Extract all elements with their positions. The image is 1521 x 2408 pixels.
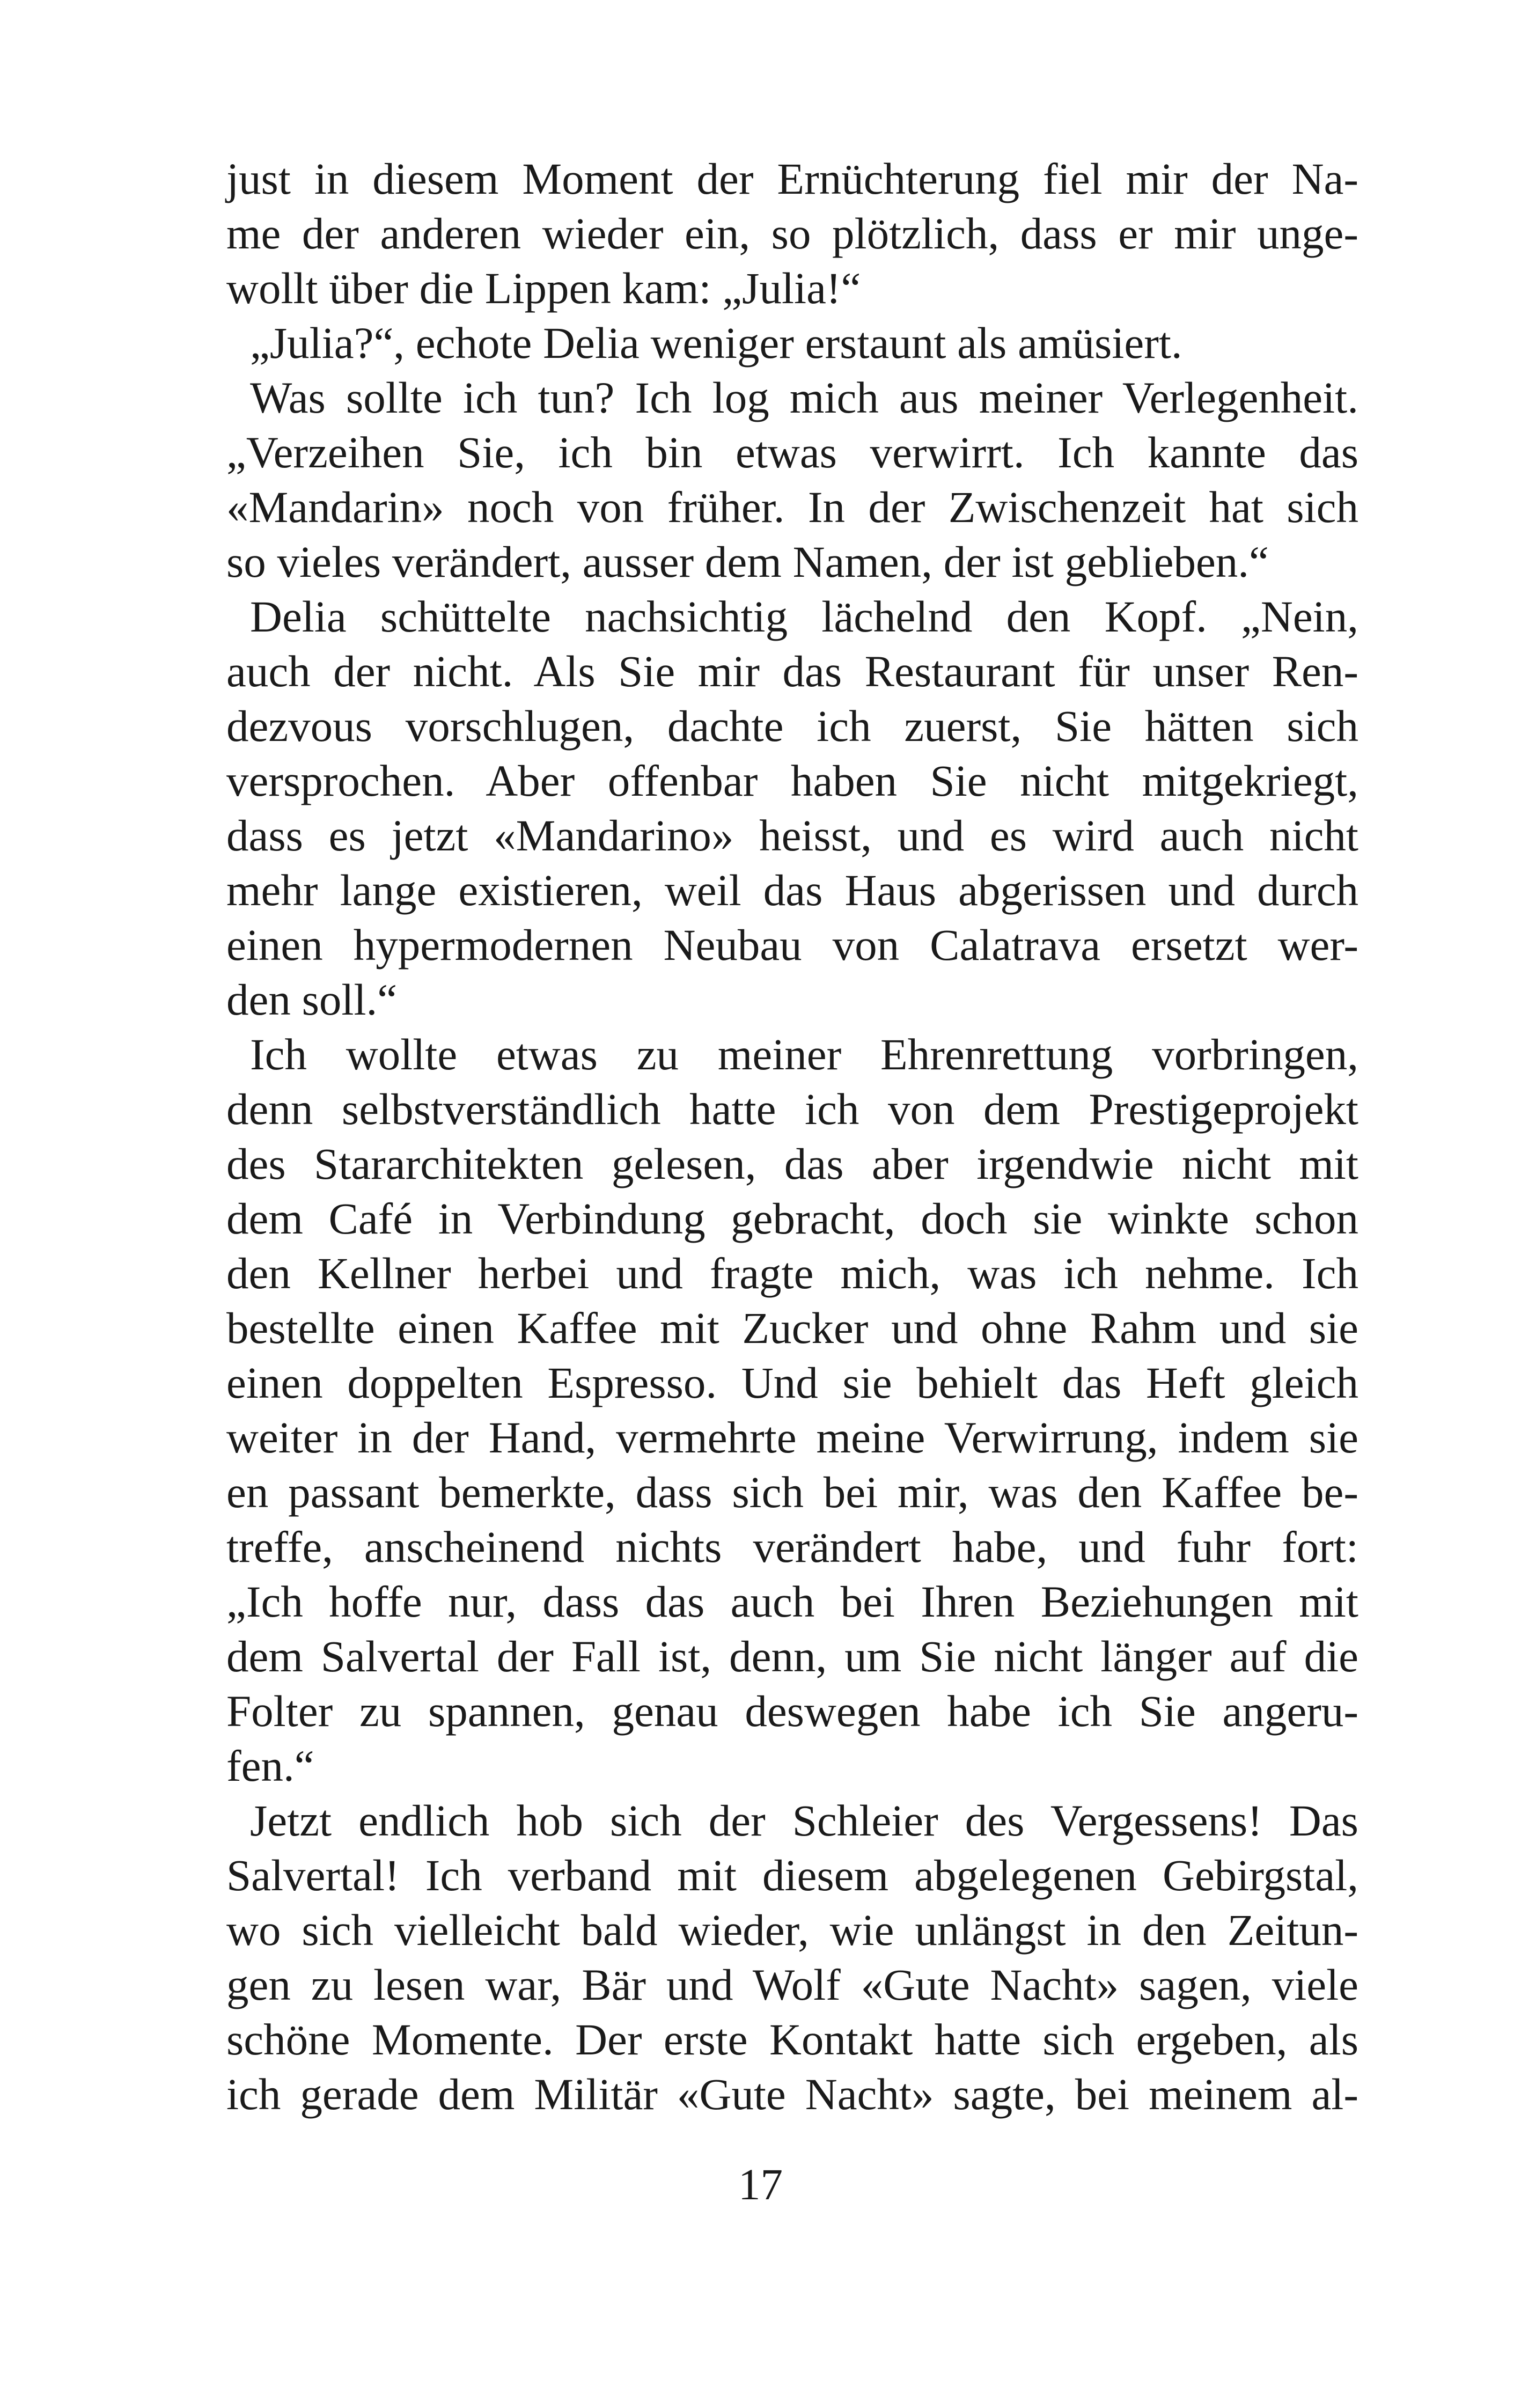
text-line: me der anderen wieder ein, so plötzlich, dass er mir unge- [226, 209, 1358, 258]
text-line: Ich wollte etwas zu meiner Ehrenrettung vorbringen, [250, 1030, 1358, 1079]
text-line: fen.“ [226, 1741, 314, 1790]
text-line: wo sich vielleicht bald wieder, wie unlängst in den Zeitun- [226, 1905, 1358, 1955]
text-line: schöne Momente. Der erste Kontakt hatte sich ergeben, als [226, 2015, 1358, 2064]
text-line: mehr lange existieren, weil das Haus abgerissen und durch [226, 865, 1358, 915]
text-line: weiter in der Hand, vermehrte meine Verwirrung, indem sie [226, 1413, 1358, 1462]
text-line: gen zu lesen war, Bär und Wolf «Gute Nacht» sagen, viele [226, 1960, 1358, 2009]
text-line: bestellte einen Kaffee mit Zucker und ohne Rahm und sie [226, 1303, 1358, 1353]
text-line: just in diesem Moment der Ernüchterung fiel mir der Na- [226, 154, 1358, 203]
text-line: einen hypermodernen Neubau von Calatrava ersetzt wer- [226, 920, 1358, 970]
text-line: des Stararchitekten gelesen, das aber irgendwie nicht mit [226, 1139, 1358, 1188]
page-number: 17 [738, 2160, 783, 2209]
text-line: en passant bemerkte, dass sich bei mir, was den Kaffee be- [226, 1467, 1358, 1517]
text-line: den soll.“ [226, 975, 398, 1024]
text-line: dem Salvertal der Fall ist, denn, um Sie nicht länger auf die [226, 1632, 1358, 1681]
text-line: „Verzeihen Sie, ich bin etwas verwirrt. Ich kannte das [226, 428, 1358, 477]
text-line: Was sollte ich tun? Ich log mich aus meiner Verlegenheit. [250, 373, 1358, 422]
text-line: wollt über die Lippen kam: „Julia!“ [226, 263, 861, 313]
text-line: „Ich hoffe nur, dass das auch bei Ihren Beziehungen mit [226, 1577, 1358, 1626]
text-line: einen doppelten Espresso. Und sie behielt das Heft gleich [226, 1358, 1358, 1407]
text-line: dass es jetzt «Mandarino» heisst, und es wird auch nicht [226, 811, 1358, 860]
text-line: Folter zu spannen, genau deswegen habe ich Sie angeru- [226, 1686, 1358, 1736]
text-line: treffe, anscheinend nichts verändert habe, und fuhr fort: [226, 1522, 1358, 1572]
text-line: so vieles verändert, ausser dem Namen, der ist geblieben.“ [226, 537, 1269, 586]
text-line: dem Café in Verbindung gebracht, doch sie winkte schon [226, 1194, 1358, 1243]
text-line: denn selbstverständlich hatte ich von dem Prestigeprojekt [226, 1084, 1358, 1134]
text-line: «Mandarin» noch von früher. In der Zwischenzeit hat sich [226, 482, 1358, 532]
text-line: Jetzt endlich hob sich der Schleier des Vergessens! Das [250, 1796, 1358, 1845]
text-line: Salvertal! Ich verband mit diesem abgelegenen Gebirgstal, [226, 1851, 1358, 1900]
text-line: ich gerade dem Militär «Gute Nacht» sagte, bei meinem al- [226, 2069, 1358, 2119]
text-line: auch der nicht. Als Sie mir das Restaurant für unser Ren- [226, 647, 1358, 696]
text-line: dezvous vorschlugen, dachte ich zuerst, Sie hätten sich [226, 701, 1358, 751]
text-line: den Kellner herbei und fragte mich, was ich nehme. Ich [226, 1249, 1358, 1298]
text-line: „Julia?“, echote Delia weniger erstaunt als amüsiert. [250, 318, 1182, 368]
text-line: Delia schüttelte nachsichtig lächelnd den Kopf. „Nein, [250, 592, 1358, 641]
text-line: versprochen. Aber offenbar haben Sie nicht mitgekriegt, [226, 756, 1358, 805]
